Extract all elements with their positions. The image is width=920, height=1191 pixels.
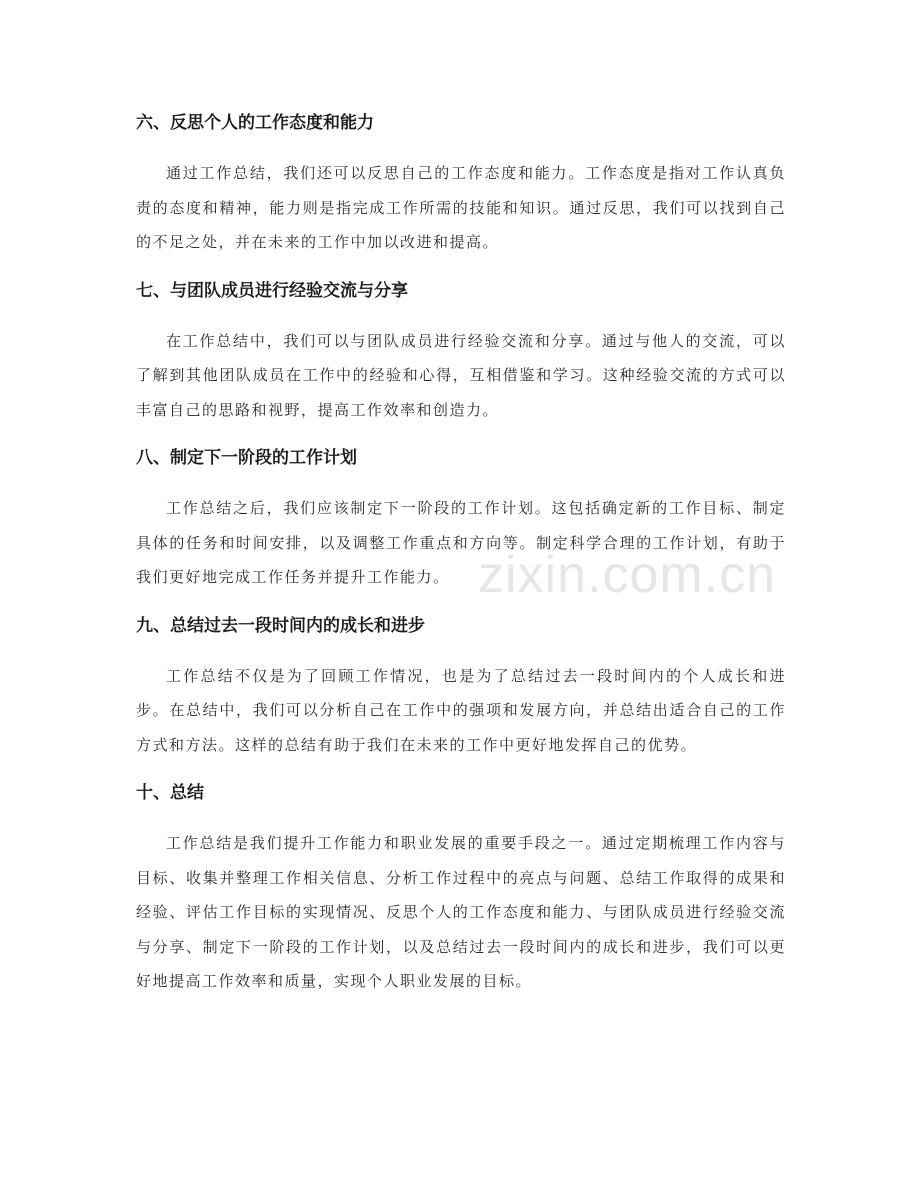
section-reflect-attitude xyxy=(136,108,786,260)
section-paragraph: 工作总结之后，我们应该制定下一阶段的工作计划。这包括确定新的工作目标、制定具体的任务和时间安排，以及调整工作重点和方向等。制定科学合理的工作计划，有助于我们更好地完成工作任务并提升工作能力。 xyxy=(136,499,786,586)
document-body xyxy=(136,108,786,1015)
section-heading: 十、总结 xyxy=(136,783,204,803)
section-conclusion xyxy=(136,778,786,999)
section-paragraph: 工作总结是我们提升工作能力和职业发展的重要手段之一。通过定期梳理工作内容与目标、收集并整理工作相关信息、分析工作过程中的亮点与问题、总结工作取得的成果和经验、评估工作目标的实现情况、反思个人的工作态度和能力、与团队成员进行经验交流与分享、制定下一阶段的工作计划，以及总结过去一段时间内的成长和进步，我们可以更好地提高工作效率和质量，实现个人职业发展的目标。 xyxy=(136,834,786,990)
section-team-exchange xyxy=(136,276,786,428)
section-heading: 八、制定下一阶段的工作计划 xyxy=(136,448,357,468)
watermark: zixin.com.cn xyxy=(478,546,777,604)
section-paragraph: 在工作总结中，我们可以与团队成员进行经验交流和分享。通过与他人的交流，可以了解到其他团队成员在工作中的经验和心得，互相借鉴和学习。这种经验交流的方式可以丰富自己的思路和视野，提高工作效率和创造力。 xyxy=(136,331,786,419)
section-heading: 六、反思个人的工作态度和能力 xyxy=(136,113,374,133)
section-heading: 九、总结过去一段时间内的成长和进步 xyxy=(136,615,425,636)
section-next-plan xyxy=(136,443,786,595)
section-paragraph: 工作总结不仅是为了回顾工作情况，也是为了总结过去一段时间内的个人成长和进步。在总结中，我们可以分析自己在工作中的强项和发展方向，并总结出适合自己的工作方式和方法。这样的总结有助于我们在未来的工作中更好地发挥自己的优势。 xyxy=(136,666,786,754)
section-growth xyxy=(136,611,786,763)
section-paragraph: 通过工作总结，我们还可以反思自己的工作态度和能力。工作态度是指对工作认真负责的态度和精神，能力则是指完成工作所需的技能和知识。通过反思，我们可以找到自己的不足之处，并在未来的工作中加以改进和提高。 xyxy=(136,164,786,251)
section-heading: 七、与团队成员进行经验交流与分享 xyxy=(136,280,408,301)
